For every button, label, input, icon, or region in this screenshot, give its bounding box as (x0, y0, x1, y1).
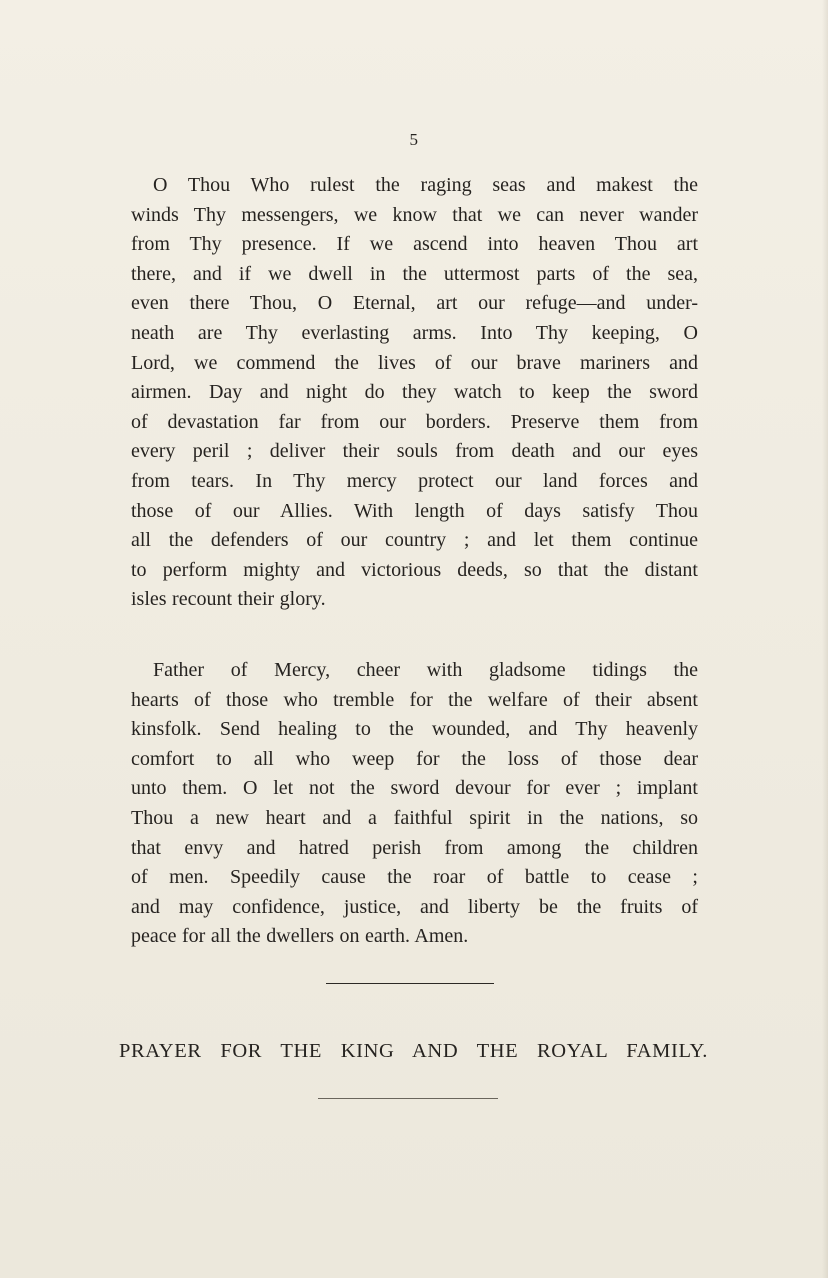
paragraph-line: O Thou Who rulest the raging seas and makest the (153, 174, 698, 196)
paragraph-line: hearts of those who tremble for the welfare of their absent (131, 688, 698, 711)
paragraph-line: isles recount their glory. (131, 588, 326, 611)
paragraph-line: there, and if we dwell in the uttermost parts of the sea, (131, 262, 698, 285)
paragraph-line: kinsfolk. Send healing to the wounded, and Thy heavenly (131, 718, 698, 741)
paragraph-line: and may confidence, justice, and liberty be the fruits of (131, 895, 698, 918)
paragraph-line: even there Thou, O Eternal, art our refuge—and under- (131, 292, 698, 315)
paragraph-line: neath are Thy everlasting arms. Into Thy keeping, O (131, 321, 698, 344)
paragraph-line: from Thy presence. If we ascend into heaven Thou art (131, 233, 698, 256)
paragraph-line: those of our Allies. With length of days satisfy Thou (131, 499, 698, 522)
paragraph-line: Lord, we commend the lives of our brave mariners and (131, 351, 698, 374)
prayer-paragraph-1 (131, 171, 698, 615)
paragraph-line: all the defenders of our country ; and let them continue (131, 529, 698, 552)
page-number: 5 (409, 130, 419, 149)
paragraph-line: of devastation far from our borders. Preserve them from (131, 410, 698, 433)
prayer-paragraph-2 (131, 656, 698, 952)
paragraph-line: comfort to all who weep for the loss of those dear (131, 747, 698, 770)
paragraph-line: of men. Speedily cause the roar of battle to cease ; (131, 866, 698, 889)
paragraph-line: peace for all the dwellers on earth. Amen. (131, 925, 469, 948)
paragraph-line: unto them. O let not the sword devour for ever ; implant (131, 777, 698, 800)
section-divider-top (326, 983, 494, 984)
paragraph-line: Father of Mercy, cheer with gladsome tidings the (153, 659, 698, 681)
section-divider-bottom (318, 1098, 498, 1099)
paragraph-line: to perform mighty and victorious deeds, so that the distant (131, 558, 698, 581)
paragraph-line: Thou a new heart and a faithful spirit in the nations, so (131, 806, 698, 829)
paragraph-line: winds Thy messengers, we know that we can never wander (131, 203, 698, 226)
section-heading: PRAYER FOR THE KING AND THE ROYAL FAMILY. (119, 1040, 708, 1062)
paragraph-line: from tears. In Thy mercy protect our land forces and (131, 469, 698, 492)
paragraph-line: airmen. Day and night do they watch to keep the sword (131, 381, 698, 404)
paragraph-line: that envy and hatred perish from among the children (131, 836, 698, 859)
paragraph-line: every peril ; deliver their souls from death and our eyes (131, 440, 698, 463)
